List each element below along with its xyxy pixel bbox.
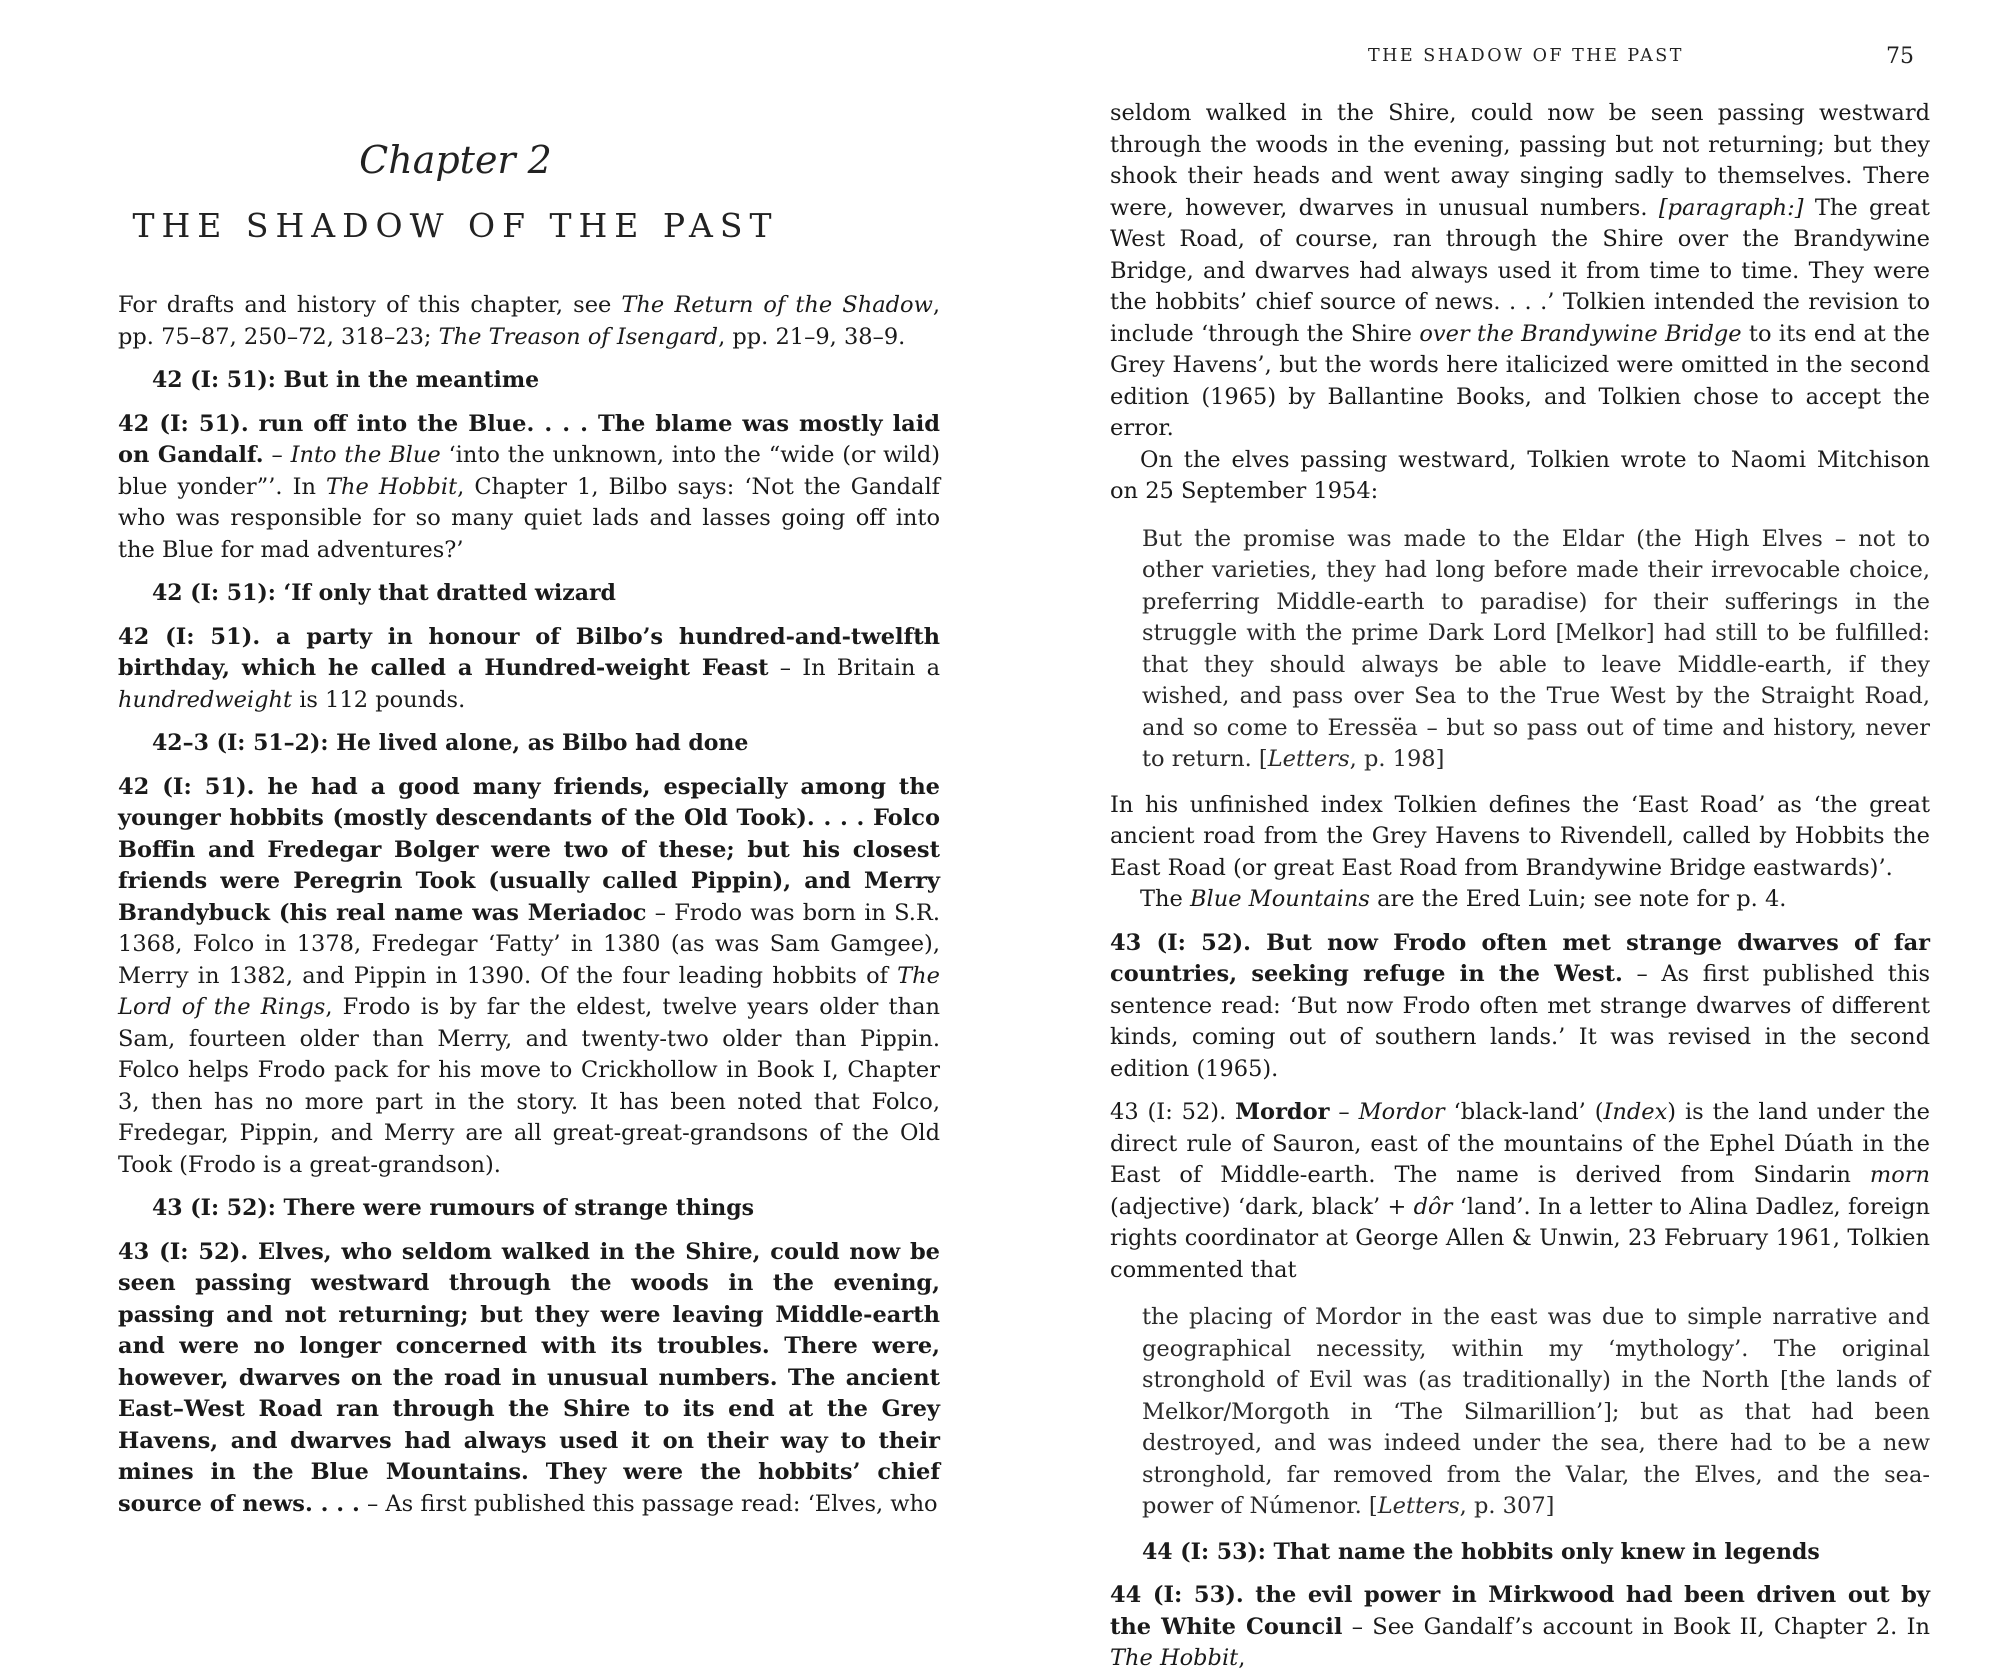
- note-subheading: 44 (I: 53): That name the hobbits only knew in legends: [1142, 1538, 1820, 1565]
- chapter-title: THE SHADOW OF THE PAST: [132, 206, 779, 245]
- annotation-note: 42 (I: 51). he had a good many friends, especially among the younger hobbits (mostly descendants of the Old Took). . . . Folco Boffin and Fredegar Bolger were two of these; but his closest friends were Peregrin Took (usually called Pippin), and Merry Brandybuck (his real name was Meriadoc – Frodo was born in S.R. 1368, Folco in 1378, Fredegar ‘Fatty’ in 1380 (as was Sam Gamgee), Merry in 1382, and Pippin in 1390. Of the four leading hobbits of The Lord of the Rings, Frodo is by far the eldest, twelve years older than Sam, fourteen older than Merry, and twenty-two older than Pippin. Folco helps Frodo pack for his move to Crickhollow in Book I, Chapter 3, then has no more part in the story. It has been noted that Folco, Fredegar, Pippin, and Merry are all great-great-grandsons of the Old Took (Frodo is a great-grandson).: [118, 773, 940, 1178]
- note-subheading: 42 (I: 51): But in the meantime: [152, 367, 540, 393]
- note-subheading: 42 (I: 51): ‘If only that dratted wizard: [152, 580, 616, 606]
- annotation-note: 43 (I: 52). Mordor – Mordor ‘black-land’ (Index) is the land under the direct rule of Sauron, east of the mountains of the Ephel Dúath in the East of Middle-earth. The name is derived from Sindarin morn (adjective) ‘dark, black’ + dôr ‘land’. In a letter to Alina Dadlez, foreign rights coordinator at George Allen & Unwin, 23 February 1961, Tolkien commented that: [1110, 1099, 1930, 1283]
- page-number: 75: [1886, 44, 1914, 69]
- note-subheading: 42–3 (I: 51–2): He lived alone, as Bilbo had done: [152, 730, 749, 756]
- annotation-note: 43 (I: 52). Elves, who seldom walked in the Shire, could now be seen passing westward through the woods in the evening, passing and not returning; but they were leaving Middle-earth and were no longer concerned with its troubles. There were, however, dwarves on the road in unusual numbers. The ancient East–West Road ran through the Shire to its end at the Grey Havens, and dwarves had always used it on their way to their mines in the Blue Mountains. They were the hobbits’ chief source of news. . . . – As first published this passage read: ‘Elves, who: [118, 1238, 940, 1517]
- annotation-note: 42 (I: 51). a party in honour of Bilbo’s hundred-and-twelfth birthday, which he called a Hundred-weight Feast – In Britain a hundredweight is 112 pounds.: [118, 623, 940, 713]
- annotation-note: 44 (I: 53). the evil power in Mirkwood had been driven out by the White Council – See Gandalf’s account in Book II, Chapter 2. In The Hobbit,: [1110, 1582, 1930, 1671]
- left-body-text: [118, 290, 940, 1520]
- annotation-note: 42 (I: 51). run off into the Blue. . . . The blame was mostly laid on Gandalf. – Into the Blue ‘into the unknown, into the “wide (or wild) blue yonder”’. In The Hobbit, Chapter 1, Bilbo says: ‘Not the Gandalf who was responsible for so many quiet lads and lasses going off into the Blue for mad adventures?’: [118, 410, 941, 563]
- intro-paragraph: For drafts and history of this chapter, see The Return of the Shadow, pp. 75–87, 250–72, 318–23; The Treason of Isengard, pp. 21–9, 38–9.: [118, 292, 940, 350]
- block-quote: the placing of Mordor in the east was due to simple narrative and geographical necessity, within my ‘mythology’. The original stronghold of Evil was (as traditionally) in the North [the lands of Melkor/Morgoth in ‘The Silmarillion’]; but as that had been destroyed, and was indeed under the sea, there had to be a new stronghold, far removed from the Valar, the Elves, and the sea-power of Númenor. [Letters, p. 307]: [1142, 1304, 1930, 1519]
- right-body-text: [1110, 98, 1930, 1675]
- annotation-note: 43 (I: 52). But now Frodo often met strange dwarves of far countries, seeking refuge in the West. – As first published this sentence read: ‘But now Frodo often met strange dwarves of different kinds, coming out of southern lands.’ It was revised in the second edition (1965).: [1110, 929, 1930, 1082]
- block-quote: But the promise was made to the Eldar (the High Elves – not to other varieties, they had long before made their irrevocable choice, preferring Middle-earth to paradise) for their sufferings in the struggle with the prime Dark Lord [Melkor] had still to be fulfilled: that they should always be able to leave Middle-earth, if they wished, and pass over Sea to the True West by the Straight Road, and so come to Eressëa – but so pass out of time and history, never to return. [Letters, p. 198]: [1142, 525, 1930, 772]
- body-paragraph: On the elves passing westward, Tolkien wrote to Naomi Mitchison on 25 September 1954:: [1110, 446, 1930, 504]
- body-paragraph: The Blue Mountains are the Ered Luin; see note for p. 4.: [1140, 886, 1787, 912]
- chapter-label: Chapter 2: [359, 138, 552, 182]
- continued-paragraph: seldom walked in the Shire, could now be seen passing westward through the woods in the evening, passing but not returning; but they shook their heads and went away singing sadly to themselves. There were, however, dwarves in unusual numbers. [paragraph:] The great West Road, of course, ran through the Shire over the Brandywine Bridge, and dwarves had always used it from time to time. They were the hobbits’ chief source of news. . . .’ Tolkien intended the revision to include ‘through the Shire over the Brandywine Bridge to its end at the Grey Havens’, but the words here italicized were omitted in the second edition (1965) by Ballantine Books, and Tolkien chose to accept the error.: [1110, 100, 1931, 441]
- note-subheading: 43 (I: 52): There were rumours of strange things: [152, 1195, 755, 1221]
- running-head: THE SHADOW OF THE PAST: [1368, 46, 1684, 66]
- body-paragraph: In his unfinished index Tolkien defines the ‘East Road’ as ‘the great ancient road from the Grey Havens to Rivendell, called by Hobbits the East Road (or great East Road from Brandywine Bridge eastwards)’.: [1110, 791, 1930, 881]
